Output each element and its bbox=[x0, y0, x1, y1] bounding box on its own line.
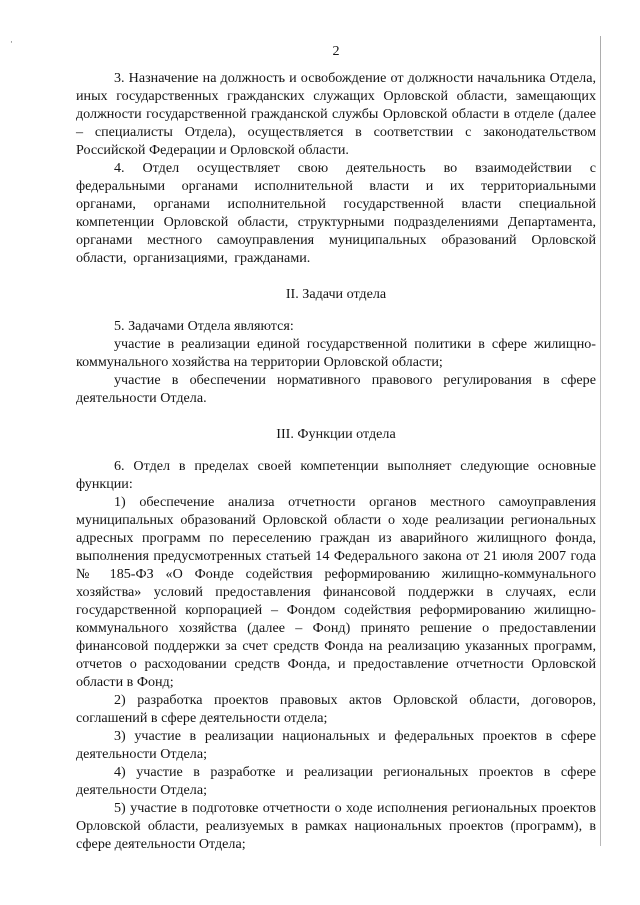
function-item-1: 1) обеспечение анализа отчетности органов местного самоуправления муниципальных образований Орловской области о ходе реализации региональных адресных программ по переселению граждан из аварийного жилищного фонда, выполнения предусмотренных статьей 14 Федерального закона от 21 июля 2007 года № 185-ФЗ «О Фонде содействия реформированию жилищно-коммунального хозяйства» условий предоставления финансовой поддержки в случаях, если государственной корпорацией – Фондом содействия реформированию жилищно-коммунального хозяйства (далее – Фонд) принято решение о предоставлении финансовой поддержки за счет средств Фонда на реализацию указанных программ, отчетов о расходовании средств Фонда, и предоставление отчетности Орловской области в Фонд; bbox=[76, 494, 596, 690]
section-2-intro: 5. Задачами Отдела являются: bbox=[114, 318, 294, 334]
section-3-heading: III. Функции отдела bbox=[276, 426, 396, 442]
section-3-intro: 6. Отдел в пределах своей компетенции выполняет следующие основные функции: bbox=[76, 458, 596, 492]
section-2-item: участие в обеспечении нормативного правового регулирования в сфере деятельности Отдела. bbox=[76, 372, 596, 406]
scan-right-edge-line bbox=[600, 36, 601, 846]
document-page bbox=[76, 42, 596, 853]
scan-corner-mark: · bbox=[10, 38, 13, 48]
function-item-4: 4) участие в разработке и реализации региональных проектов в сфере деятельности Отдела; bbox=[76, 764, 596, 798]
section-2-item: участие в реализации единой государственной политики в сфере жилищно-коммунального хозяйства на территории Орловской области; bbox=[76, 336, 596, 370]
function-item-3: 3) участие в реализации национальных и федеральных проектов в сфере деятельности Отдела; bbox=[76, 728, 596, 762]
paragraph-4: 4. Отдел осуществляет свою деятельность во взаимодействии с федеральными органами исполнительной власти и их территориальными органами, органами исполнительной государственной власти специальной компетенции Орловской области, структурными подразделениями Департамента, органами местного самоуправления муниципальных образований Орловской области, организациями, гражданами. bbox=[76, 160, 596, 266]
paragraph-3: 3. Назначение на должность и освобождение от должности начальника Отдела, иных государственных гражданских служащих Орловской области, замещающих должности государственной гражданской службы Орловской области в отделе (далее – специалисты Отдела), осуществляется в соответствии с законодательством Российской Федерации и Орловской области. bbox=[76, 70, 596, 158]
function-item-5: 5) участие в подготовке отчетности о ходе исполнения региональных проектов Орловской области, реализуемых в рамках национальных проектов (программ), в сфере деятельности Отдела; bbox=[76, 800, 596, 852]
section-2-heading: II. Задачи отдела bbox=[285, 286, 387, 302]
function-item-2: 2) разработка проектов правовых актов Орловской области, договоров, соглашений в сфере деятельности отдела; bbox=[76, 692, 596, 726]
page-number: 2 bbox=[332, 43, 340, 59]
